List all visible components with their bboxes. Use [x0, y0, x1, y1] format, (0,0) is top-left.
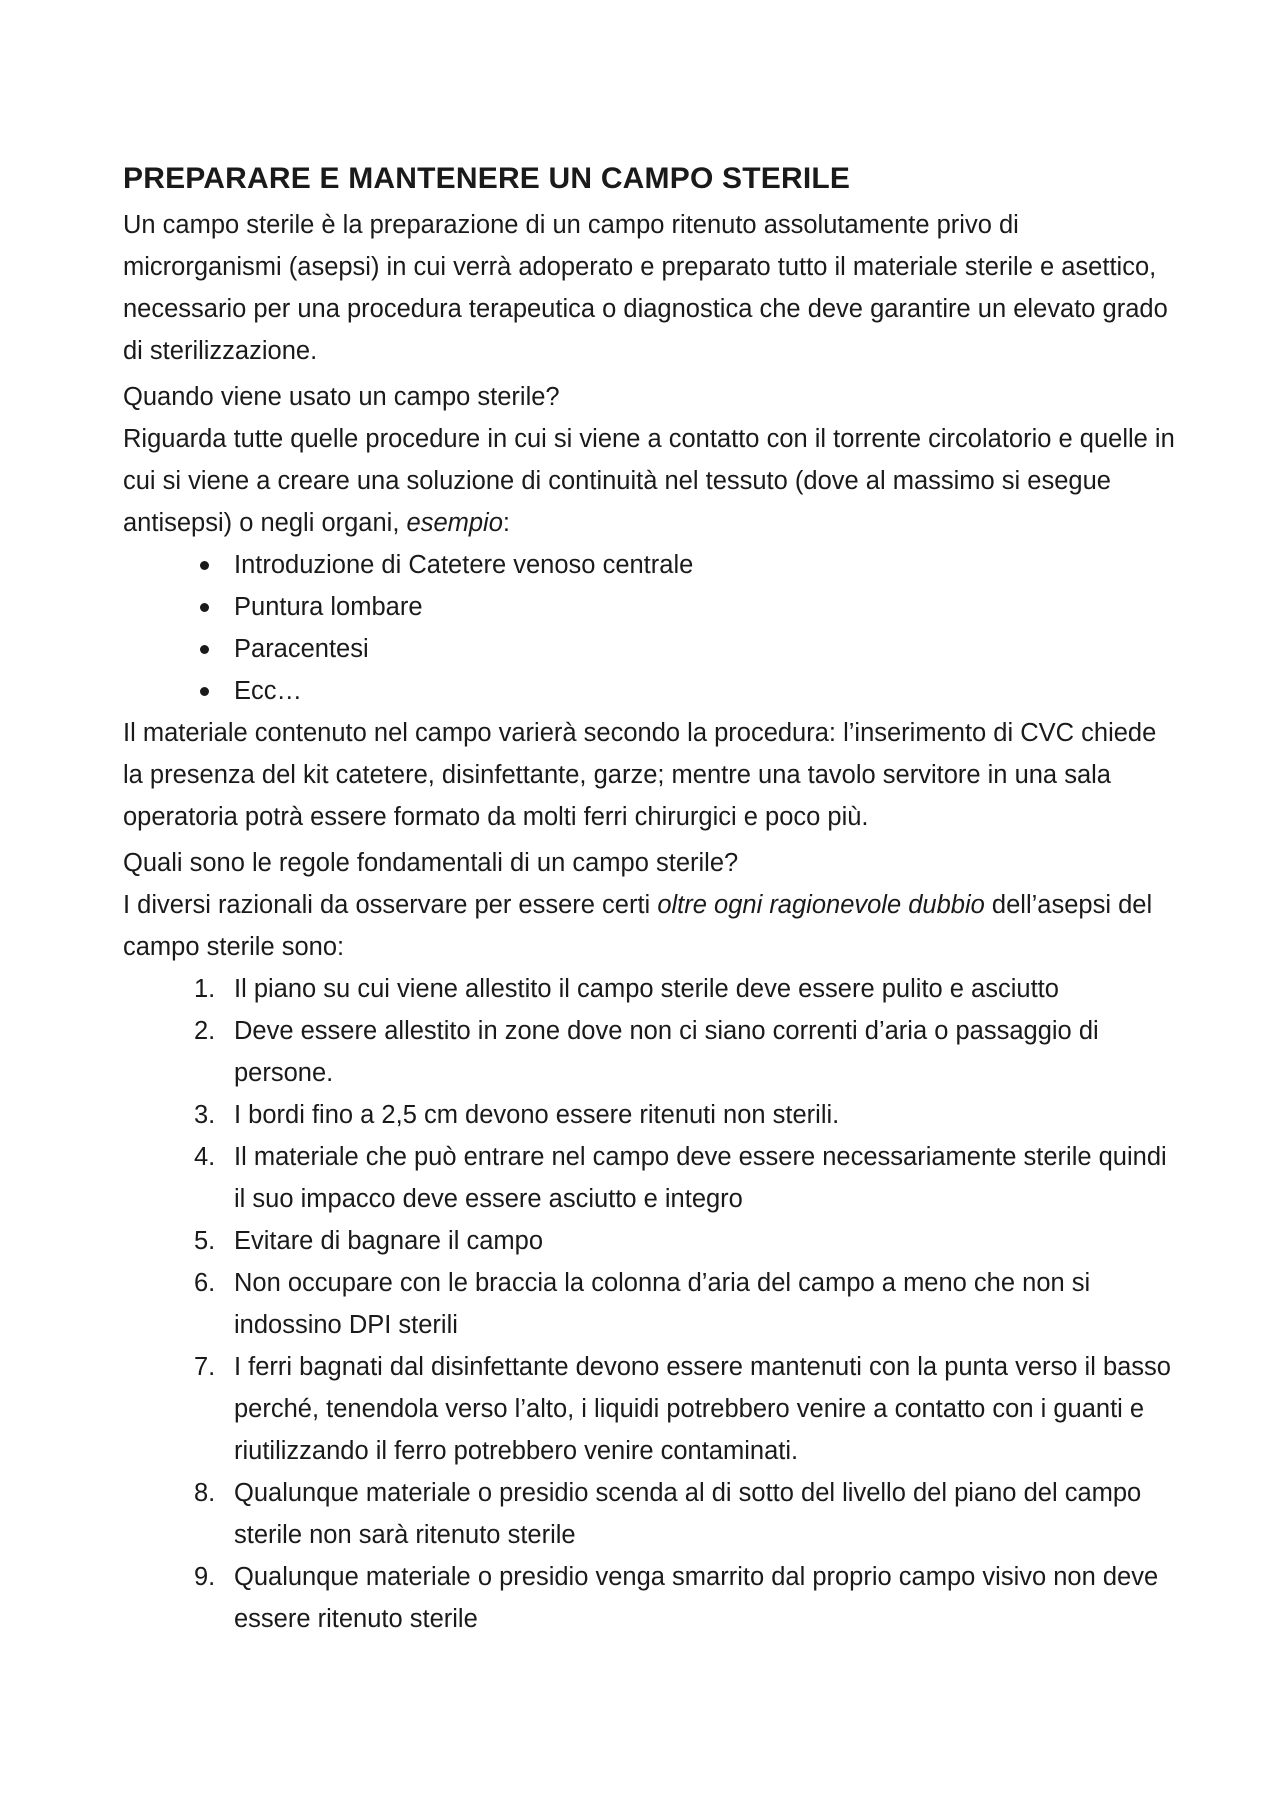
- list-item: [194, 1094, 1183, 1136]
- list-item-number: 9.: [194, 1563, 216, 1591]
- example-label: esempio: [406, 509, 503, 537]
- list-item-number: 2.: [194, 1017, 216, 1045]
- rules-list: [123, 968, 1183, 1640]
- list-item: [194, 1136, 1183, 1220]
- bullet-icon: [200, 645, 209, 654]
- list-item-number: 1.: [194, 975, 216, 1003]
- answer-when-used: [123, 418, 1183, 544]
- list-item-number: 8.: [194, 1479, 216, 1507]
- list-item-text: Qualunque materiale o presidio venga smarrito dal proprio campo visivo non deve essere ritenuto sterile: [234, 1563, 1159, 1633]
- list-item: [194, 1556, 1183, 1640]
- list-item: [194, 1220, 1183, 1262]
- list-item: [194, 968, 1183, 1010]
- document-body: [123, 160, 1183, 1640]
- list-item-number: 4.: [194, 1143, 216, 1171]
- list-item: [194, 1262, 1183, 1346]
- list-item: [234, 586, 1183, 628]
- intro-paragraph: Un campo sterile è la preparazione di un campo ritenuto assolutamente privo di microrganismi (asepsi) in cui verrà adoperato e preparato tutto il materiale sterile e asettico, necessario per una procedura terapeutica o diagnostica che deve garantire un elevato grado di sterilizzazione.: [123, 211, 1168, 365]
- list-item-text: Ecc…: [234, 677, 303, 705]
- list-item-number: 5.: [194, 1227, 216, 1255]
- answer-rules-after: dell’asepsi del campo sterile sono:: [123, 891, 1153, 961]
- list-item-text: Puntura lombare: [234, 593, 423, 621]
- list-item-number: 7.: [194, 1353, 216, 1381]
- answer-rules: [123, 884, 1183, 968]
- answer-rules-before: I diversi razionali da osservare per essere certi: [123, 891, 651, 919]
- list-item: [234, 628, 1183, 670]
- bullet-icon: [200, 603, 209, 612]
- answer-when-used-text: Riguarda tutte quelle procedure in cui si viene a contatto con il torrente circolatorio e quelle in cui si viene a creare una soluzione di continuità nel tessuto (dove al massimo si esegue antisepsi) o negli organi,: [123, 425, 1175, 537]
- list-item-text: Qualunque materiale o presidio scenda al di sotto del livello del piano del campo sterile non sarà ritenuto sterile: [234, 1479, 1142, 1549]
- examples-list: [123, 544, 1183, 712]
- list-item-text: Deve essere allestito in zone dove non ci siano correnti d’aria o passaggio di persone.: [234, 1017, 1099, 1087]
- list-item: [194, 1472, 1183, 1556]
- list-item-text: Il materiale che può entrare nel campo deve essere necessariamente sterile quindi il suo impacco deve essere asciutto e integro: [234, 1143, 1167, 1213]
- bullet-icon: [200, 561, 209, 570]
- material-paragraph: Il materiale contenuto nel campo varierà secondo la procedura: l’inserimento di CVC chiede la presenza del kit catetere, disinfettante, garze; mentre una tavolo servitore in una sala operatoria potrà essere formato da molti ferri chirurgici e poco più.: [123, 719, 1157, 831]
- list-item: [234, 670, 1183, 712]
- example-colon: :: [502, 509, 510, 537]
- bullet-icon: [200, 687, 209, 696]
- list-item-text: I ferri bagnati dal disinfettante devono essere mantenuti con la punta verso il basso perché, tenendola verso l’alto, i liquidi potrebbero venire a contatto con i guanti e riutilizzando il ferro potrebbero venire contaminati.: [234, 1353, 1171, 1465]
- document-title: PREPARARE E MANTENERE UN CAMPO STERILE: [123, 162, 851, 195]
- list-item-number: 3.: [194, 1101, 216, 1129]
- question-when-used: Quando viene usato un campo sterile?: [123, 383, 560, 411]
- answer-rules-emphasis: oltre ogni ragionevole dubbio: [657, 891, 985, 919]
- list-item-number: 6.: [194, 1269, 216, 1297]
- list-item-text: Evitare di bagnare il campo: [234, 1227, 544, 1255]
- list-item: [194, 1010, 1183, 1094]
- list-item-text: Il piano su cui viene allestito il campo sterile deve essere pulito e asciutto: [234, 975, 1059, 1003]
- list-item-text: Introduzione di Catetere venoso centrale: [234, 551, 694, 579]
- list-item-text: I bordi fino a 2,5 cm devono essere ritenuti non sterili.: [234, 1101, 840, 1129]
- list-item: [234, 544, 1183, 586]
- question-rules: Quali sono le regole fondamentali di un campo sterile?: [123, 849, 739, 877]
- list-item-text: Non occupare con le braccia la colonna d’aria del campo a meno che non si indossino DPI sterili: [234, 1269, 1091, 1339]
- list-item-text: Paracentesi: [234, 635, 369, 663]
- list-item: [194, 1346, 1183, 1472]
